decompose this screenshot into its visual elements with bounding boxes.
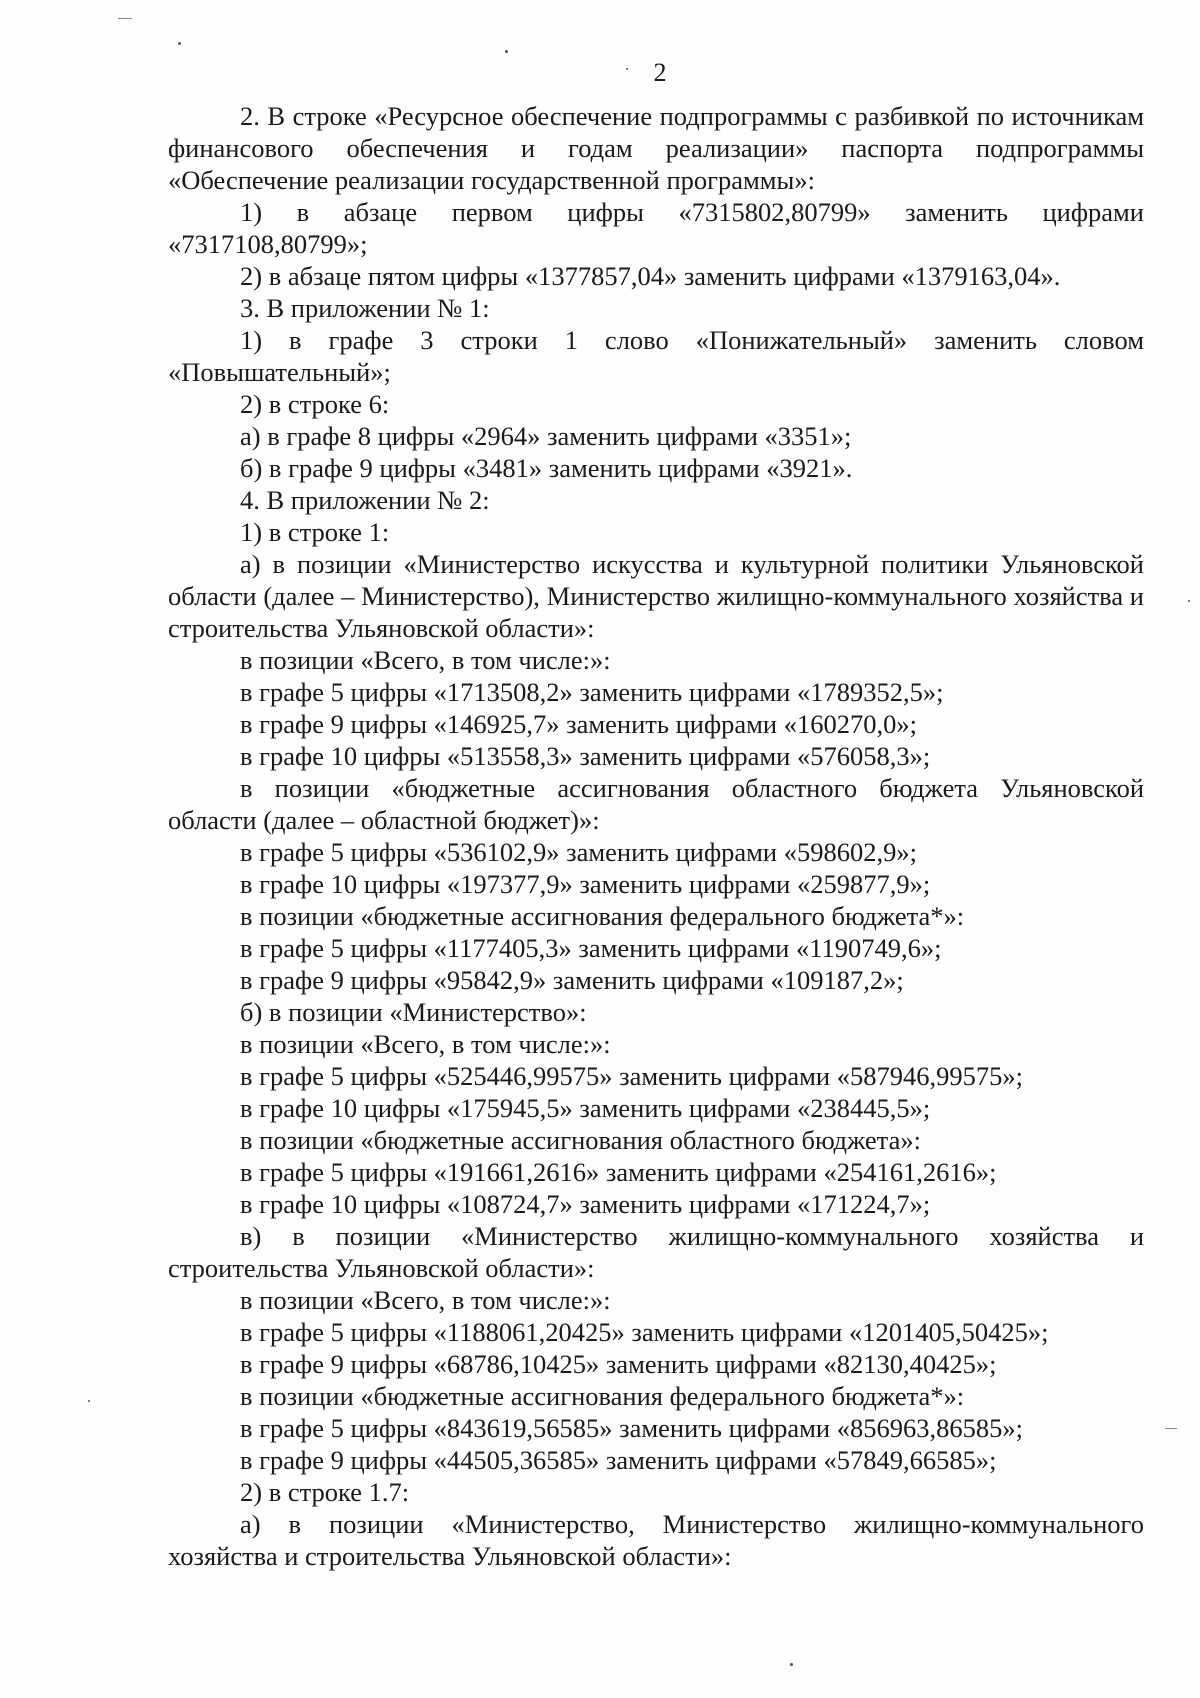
paragraph: в графе 9 цифры «68786,10425» заменить цифрами «82130,40425»; — [240, 1349, 997, 1379]
paragraph: в позиции «бюджетные ассигнования федерального бюджета*»: — [240, 901, 965, 931]
paragraph: 1) в графе 3 строки 1 слово «Понижательный» заменить словом «Повышательный»; — [168, 325, 1144, 387]
scan-speck — [88, 1400, 90, 1402]
paragraph: 1) в абзаце первом цифры «7315802,80799» заменить цифрами «7317108,80799»; — [168, 197, 1144, 259]
paragraph: в) в позиции «Министерство жилищно-коммунального хозяйства и строительства Ульяновской области»: — [168, 1221, 1144, 1283]
paragraph: 1) в строке 1: — [240, 517, 390, 547]
paragraph: 2) в строке 6: — [240, 389, 390, 419]
paragraph: в графе 10 цифры «175945,5» заменить цифрами «238445,5»; — [240, 1093, 931, 1123]
page-number: 2 — [653, 58, 667, 87]
paragraph: в графе 9 цифры «146925,7» заменить цифрами «160270,0»; — [240, 709, 917, 739]
paragraph: б) в позиции «Министерство»: — [240, 997, 587, 1027]
paragraph: 2) в абзаце пятом цифры «1377857,04» заменить цифрами «1379163,04». — [240, 261, 1061, 291]
scan-speck — [1165, 1428, 1177, 1429]
paragraph: в графе 9 цифры «95842,9» заменить цифрами «109187,2»; — [240, 965, 904, 995]
paragraph: в графе 5 цифры «1713508,2» заменить цифрами «1789352,5»; — [240, 677, 944, 707]
paragraph: 2. В строке «Ресурсное обеспечение подпрограммы с разбивкой по источникам финансового обеспечения и годам реализации» паспорта подпрограммы «Обеспечение реализации государственной программы»: — [168, 101, 1144, 195]
paragraph: в позиции «Всего, в том числе:»: — [240, 1285, 611, 1315]
paragraph: в графе 5 цифры «1188061,20425» заменить цифрами «1201405,50425»; — [240, 1317, 1049, 1347]
paragraph: в графе 10 цифры «197377,9» заменить цифрами «259877,9»; — [240, 869, 931, 899]
document-body — [168, 100, 1144, 1572]
scan-speck — [1188, 600, 1190, 602]
paragraph: в графе 10 цифры «108724,7» заменить цифрами «171224,7»; — [240, 1189, 931, 1219]
paragraph: б) в графе 9 цифры «3481» заменить цифрами «3921». — [240, 453, 853, 483]
scan-speck — [118, 18, 132, 19]
paragraph: 2) в строке 1.7: — [240, 1477, 410, 1507]
paragraph: а) в позиции «Министерство искусства и культурной политики Ульяновской области (далее – Министерство), Министерство жилищно-коммунального хозяйства и строительства Ульяновской области»: — [168, 549, 1144, 643]
scan-speck — [505, 50, 508, 53]
paragraph: 3. В приложении № 1: — [240, 293, 490, 323]
paragraph: в графе 5 цифры «843619,56585» заменить цифрами «856963,86585»; — [240, 1413, 1023, 1443]
paragraph: в графе 5 цифры «1177405,3» заменить цифрами «1190749,6»; — [240, 933, 942, 963]
paragraph: в позиции «Всего, в том числе:»: — [240, 1029, 611, 1059]
paragraph: а) в позиции «Министерство, Министерство жилищно-коммунального хозяйства и строительства Ульяновской области»: — [168, 1509, 1144, 1571]
paragraph: в графе 5 цифры «191661,2616» заменить цифрами «254161,2616»; — [240, 1157, 997, 1187]
paragraph: а) в графе 8 цифры «2964» заменить цифрами «3351»; — [240, 421, 852, 451]
paragraph: 4. В приложении № 2: — [240, 485, 490, 515]
paragraph: в графе 10 цифры «513558,3» заменить цифрами «576058,3»; — [240, 741, 931, 771]
scan-speck — [790, 1663, 793, 1666]
paragraph: в графе 5 цифры «536102,9» заменить цифрами «598602,9»; — [240, 837, 917, 867]
paragraph: в позиции «бюджетные ассигнования федерального бюджета*»: — [240, 1381, 965, 1411]
paragraph: в графе 5 цифры «525446,99575» заменить цифрами «587946,99575»; — [240, 1061, 1023, 1091]
paragraph: в позиции «бюджетные ассигнования областного бюджета Ульяновской области (далее – областной бюджет)»: — [168, 773, 1144, 835]
paragraph: в позиции «Всего, в том числе:»: — [240, 645, 611, 675]
paragraph: в графе 9 цифры «44505,36585» заменить цифрами «57849,66585»; — [240, 1445, 997, 1475]
paragraph: в позиции «бюджетные ассигнования областного бюджета»: — [240, 1125, 921, 1155]
scan-speck — [178, 42, 181, 45]
